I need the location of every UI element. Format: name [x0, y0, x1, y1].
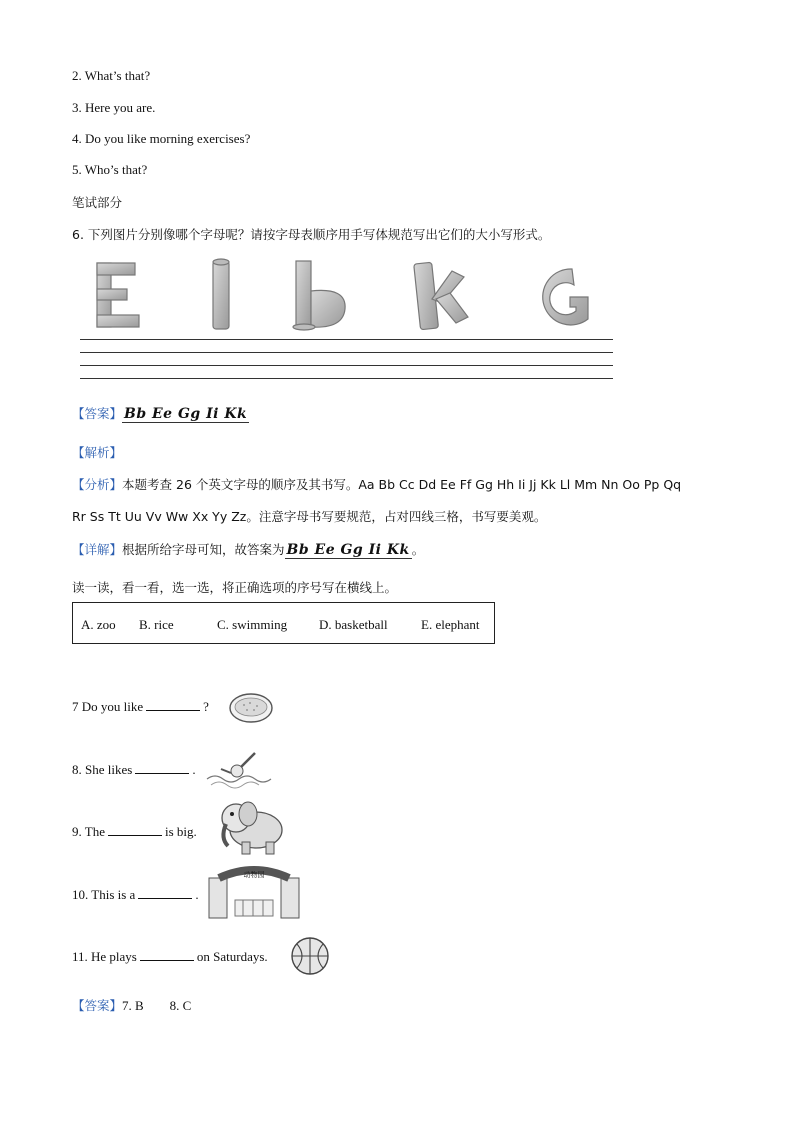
writing-line-2: [80, 352, 613, 353]
detail-answer: Bb Ee Gg Ii Kk: [286, 542, 410, 558]
q10-text: 10. This is a: [72, 887, 136, 902]
detail-line: [72, 540, 424, 558]
q8-end: .: [192, 762, 196, 777]
question-4: 4. Do you like morning exercises?: [72, 131, 251, 146]
letter-i-picture: [213, 259, 229, 329]
q11-end: on Saturdays.: [196, 949, 268, 964]
answer-tag: 【答案】: [72, 406, 123, 421]
q8-blank: [135, 763, 189, 774]
reading-answer-tag: 【答案】: [72, 998, 123, 1013]
q6-answer-text: Bb Ee Gg Ii Kk: [124, 406, 248, 422]
fenxi-tag: 【分析】: [72, 477, 123, 492]
letter-g-picture: [543, 269, 588, 325]
q11-text: 11. He plays: [72, 949, 137, 964]
q7-blank: [146, 700, 200, 711]
option-d: D. basketball: [319, 617, 388, 632]
detail-tag: 【详解】: [72, 542, 123, 557]
question-2: 2. What’s that?: [72, 68, 151, 83]
analysis-line-1: [72, 475, 681, 493]
letter-b-picture: [293, 261, 345, 330]
writing-line-4: [80, 378, 613, 379]
option-b: B. rice: [139, 617, 174, 632]
reading-answer-text: 7. B 8. C: [122, 998, 192, 1013]
fenxi-text-1: 本题考查 26 个英文字母的顺序及其书写。Aa Bb Cc Dd Ee Ff Gg Hh Ii Jj Kk Ll Mm Nn Oo Pp Qq: [122, 477, 682, 492]
q9-end: is big.: [164, 824, 197, 839]
writing-line-3: [80, 365, 613, 366]
option-a: A. zoo: [81, 617, 116, 632]
q7-end: ?: [203, 699, 209, 714]
question-6-prompt: 6. 下列图片分别像哪个字母呢？请按字母表顺序用手写体规范写出它们的大小写形式。: [72, 227, 551, 242]
detail-end: 。: [411, 542, 425, 557]
rice-picture: [228, 690, 276, 726]
basketball-picture: [290, 936, 330, 976]
question-3: 3. Here you are.: [72, 100, 156, 115]
question-7: [72, 699, 209, 715]
question-5: 5. Who’s that?: [72, 162, 148, 177]
q9-blank: [108, 825, 162, 836]
q11-blank: [140, 950, 194, 961]
letter-e-picture: [97, 263, 139, 327]
q9-text: 9. The: [72, 824, 105, 839]
question-11: [72, 949, 268, 965]
option-c: C. swimming: [217, 617, 288, 632]
writing-line-1: [80, 339, 613, 340]
q10-blank: [138, 888, 192, 899]
detail-text: 根据所给字母可知，故答案为: [122, 542, 285, 557]
analysis-line-2: Rr Ss Tt Uu Vv Ww Xx Yy Zz。注意字母书写要规范，占对四线三格，书写要美观。: [72, 509, 547, 524]
question-10: [72, 887, 199, 903]
letter-pictures: [80, 255, 620, 335]
reading-instruction: 读一读，看一看，选一选，将正确选项的序号写在横线上。: [72, 580, 398, 595]
zoo-gate-picture: [205, 864, 303, 920]
q7-text: 7 Do you like: [72, 699, 144, 714]
analysis-tag: 【解析】: [72, 445, 123, 460]
elephant-picture: [210, 796, 290, 858]
option-e: E. elephant: [421, 617, 480, 632]
reading-answer: [72, 996, 191, 1014]
q6-answer: [72, 404, 249, 422]
question-9: [72, 824, 197, 840]
section-title: 笔试部分: [72, 195, 123, 210]
q10-end: .: [195, 887, 199, 902]
zoo-sign-text: 动物园: [243, 871, 265, 879]
q8-text: 8. She likes: [72, 762, 133, 777]
question-8: [72, 762, 196, 778]
options-box: [72, 602, 495, 644]
letter-k-picture: [414, 262, 468, 330]
swimming-picture: [203, 743, 273, 793]
